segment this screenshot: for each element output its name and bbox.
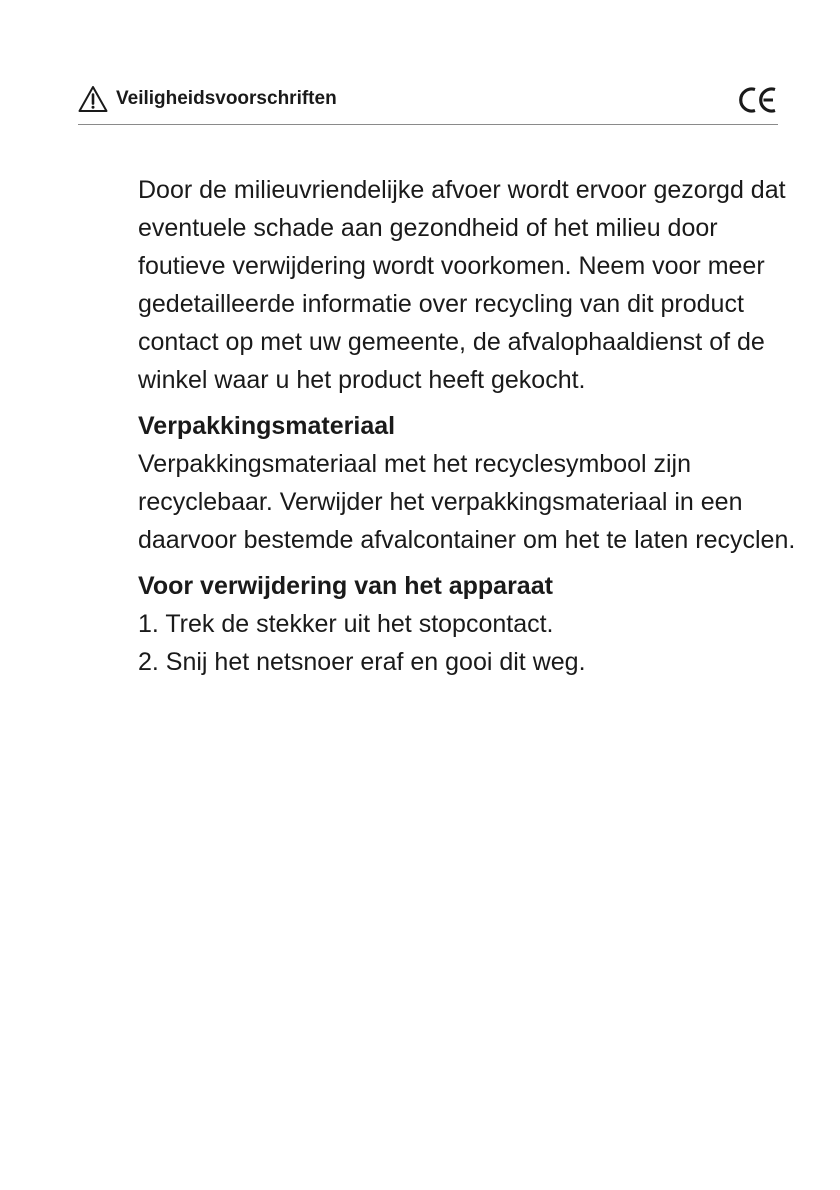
ce-mark-icon xyxy=(738,86,778,114)
packaging-paragraph: Verpakkingsmateriaal met het recyclesymbool zijn recyclebaar. Verwijder het verpakkingsmateriaal in een daarvoor bestemde afvalcontainer om het te laten recyclen. xyxy=(138,450,796,554)
removal-steps-list xyxy=(138,605,798,681)
header-divider xyxy=(78,124,778,125)
page-title: Veiligheidsvoorschriften xyxy=(116,88,337,109)
main-content xyxy=(138,171,798,681)
warning-triangle-icon xyxy=(78,85,108,113)
list-item: 1. Trek de stekker uit het stopcontact. xyxy=(138,610,554,638)
disposal-paragraph: Door de milieuvriendelijke afvoer wordt ervoor gezorgd dat eventuele schade aan gezondheid of het milieu door foutieve verwijdering wordt voorkomen. Neem voor meer gedetailleerde informatie over recycling van dit product contact op met uw gemeente, de afvalophaaldienst of de winkel waar u het product heeft gekocht. xyxy=(138,176,786,394)
packaging-heading: Verpakkingsmateriaal xyxy=(138,412,396,440)
page-header xyxy=(78,82,778,124)
list-item: 2. Snij het netsnoer eraf en gooi dit weg. xyxy=(138,648,586,676)
removal-heading: Voor verwijdering van het apparaat xyxy=(138,572,553,600)
